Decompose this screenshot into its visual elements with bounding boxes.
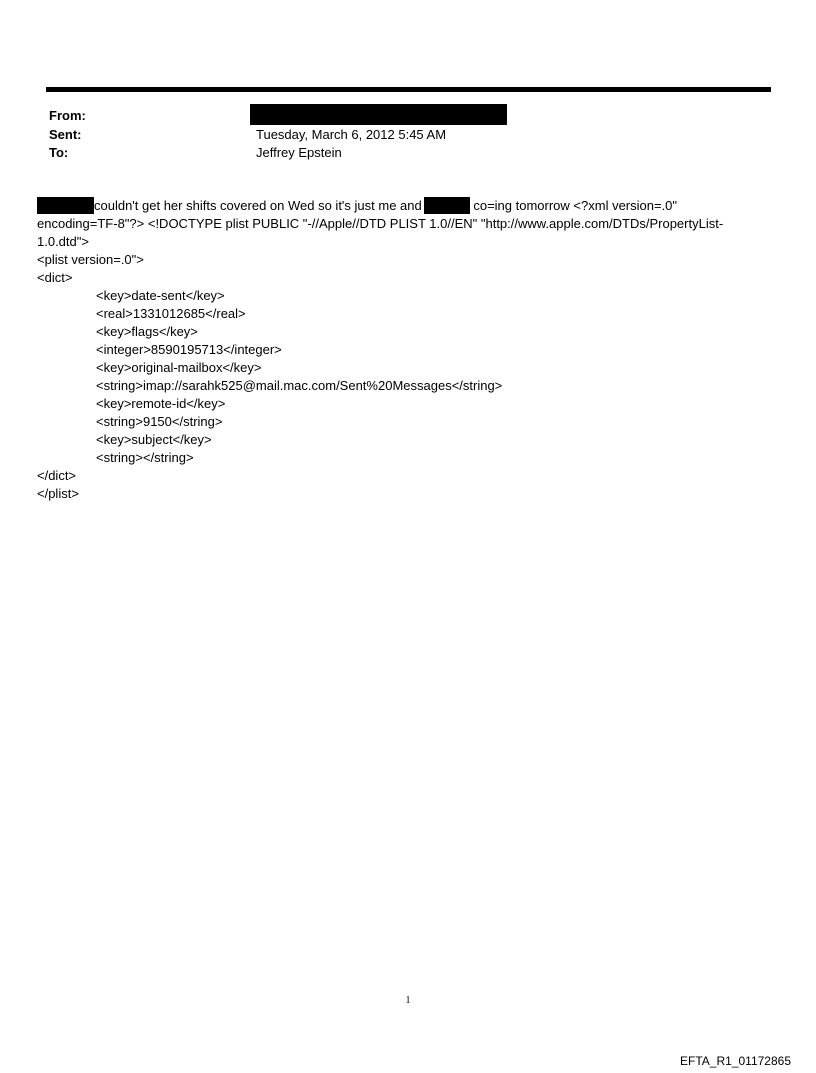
body-line-1-text: couldn't get her shifts covered on Wed so it's just me and xyxy=(94,198,422,213)
plist-entry: <string></string> xyxy=(96,450,194,465)
document-id: EFTA_R1_01172865 xyxy=(680,1054,791,1068)
sent-label: Sent: xyxy=(49,127,82,142)
top-rule xyxy=(46,87,771,92)
body-line: <plist version=.0"> xyxy=(37,252,144,267)
plist-entry: <real>1331012685</real> xyxy=(96,306,246,321)
body-line-1-tail: co=ing tomorrow <?xml version=.0" xyxy=(469,198,678,213)
to-value: Jeffrey Epstein xyxy=(256,145,342,160)
body-line: encoding=TF-8"?> <!DOCTYPE plist PUBLIC "-//Apple//DTD PLIST 1.0//EN" "http://www.apple.com/DTDs/PropertyList- xyxy=(37,216,724,231)
redacted-name-2 xyxy=(424,197,470,214)
plist-entry: <key>date-sent</key> xyxy=(96,288,225,303)
from-label: From: xyxy=(49,108,86,123)
plist-entry: <key>subject</key> xyxy=(96,432,212,447)
body-line: </plist> xyxy=(37,486,79,501)
plist-entry: <integer>8590195713</integer> xyxy=(96,342,282,357)
body-line: </dict> xyxy=(37,468,77,483)
plist-entry: <string>imap://sarahk525@mail.mac.com/Sent%20Messages</string> xyxy=(96,378,503,393)
plist-entry: <key>remote-id</key> xyxy=(96,396,226,411)
to-label: To: xyxy=(49,145,69,160)
redacted-sender xyxy=(250,104,507,125)
redacted-name-1 xyxy=(37,197,94,214)
email-body xyxy=(37,197,777,503)
plist-entry: <string>9150</string> xyxy=(96,414,223,429)
plist-entry: <key>original-mailbox</key> xyxy=(96,360,262,375)
body-line: <dict> xyxy=(37,270,73,285)
body-line: 1.0.dtd"> xyxy=(37,234,89,249)
page-number: 1 xyxy=(405,995,411,1006)
sent-value: Tuesday, March 6, 2012 5:45 AM xyxy=(256,127,447,142)
body-line-1 xyxy=(37,197,777,215)
plist-entry: <key>flags</key> xyxy=(96,324,198,339)
